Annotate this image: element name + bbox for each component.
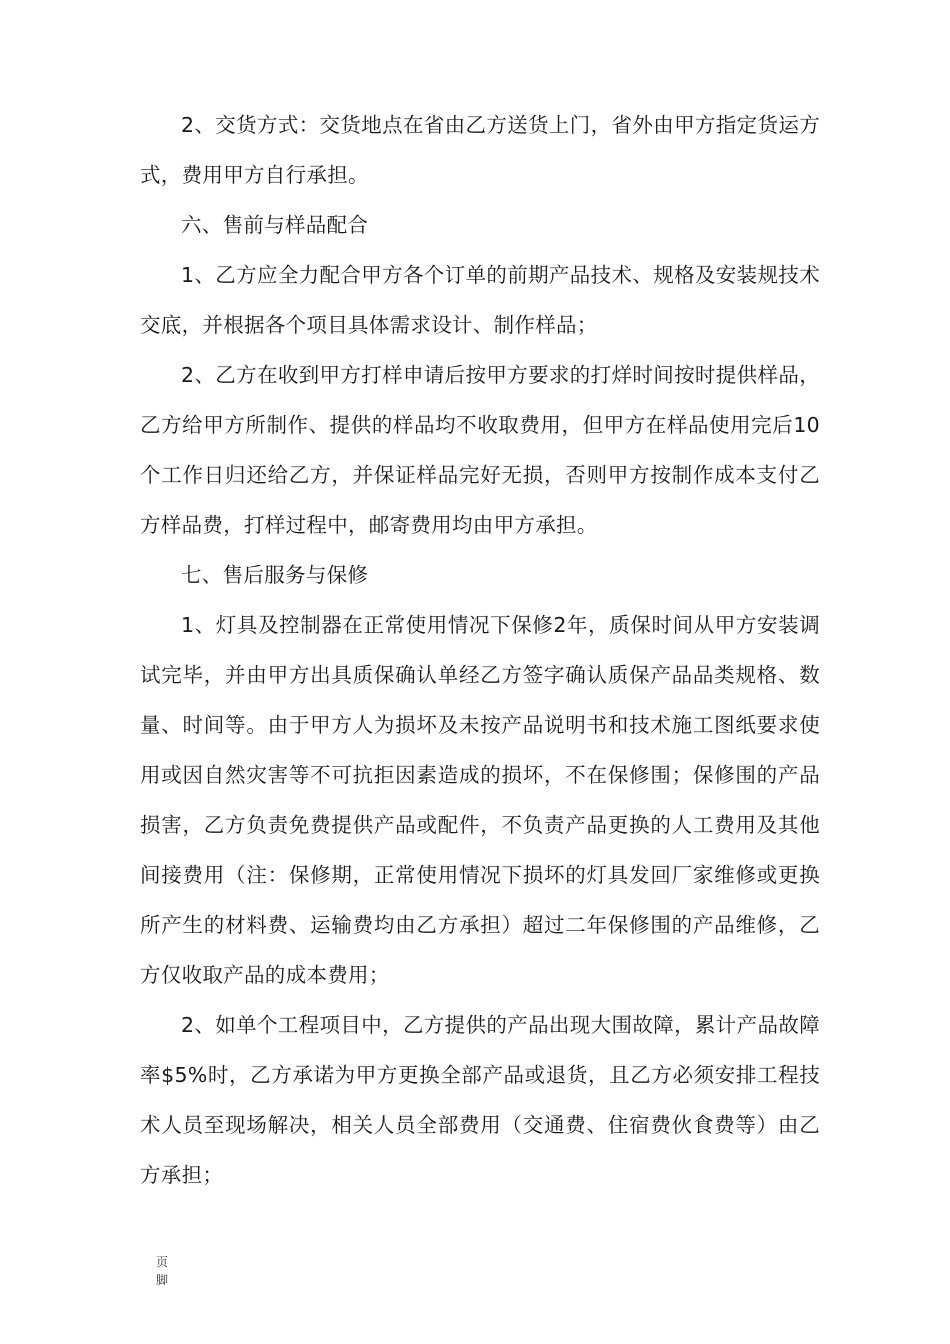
paragraph-delivery-method: 2、交货方式：交货地点在省由乙方送货上门，省外由甲方指定货运方式，费用甲方自行承担。	[140, 113, 820, 187]
section-heading-aftersale-warranty: 七、售后服务与保修	[181, 563, 369, 587]
section-heading-presale-samples: 六、售前与样品配合	[181, 213, 369, 237]
footer-line-1: 页	[156, 1255, 169, 1269]
page-footer	[156, 1253, 172, 1289]
footer-line-2: 脚	[156, 1273, 169, 1287]
paragraph-warranty-terms: 1、灯具及控制器在正常使用情况下保修2年，质保时间从甲方安装调试完毕，并由甲方出具质保确认单经乙方签字确认质保产品品类规格、数量、时间等。由于甲方人为损坏及未按产品说明书和技术施工图纸要求使用或因自然灾害等不可抗拒因素造成的损坏，不在保修围；保修围的产品损害，乙方负责免费提供产品或配件，不负责产品更换的人工费用及其他间接费用（注：保修期，正常使用情况下损坏的灯具发回厂家维修或更换所产生的材料费、运输费均由乙方承担）超过二年保修围的产品维修，乙方仅收取产品的成本费用；	[140, 613, 820, 987]
document-body	[140, 100, 820, 1200]
paragraph-failure-rate: 2、如单个工程项目中，乙方提供的产品出现大围故障，累计产品故障率$5%时，乙方承诺为甲方更换全部产品或退货，且乙方必须安排工程技术人员至现场解决，相关人员全部费用（交通费、住宿费伙食费等）由乙方承担；	[140, 1013, 820, 1187]
paragraph-sample-policy: 2、乙方在收到甲方打样申请后按甲方要求的打烊时间按时提供样品，乙方给甲方所制作、提供的样品均不收取费用，但甲方在样品使用完后10个工作日归还给乙方，并保证样品完好无损，否则甲方按制作成本支付乙方样品费，打样过程中，邮寄费用均由甲方承担。	[140, 363, 820, 537]
paragraph-presale-support: 1、乙方应全力配合甲方各个订单的前期产品技术、规格及安装规技术交底，并根据各个项目具体需求设计、制作样品；	[140, 263, 820, 337]
